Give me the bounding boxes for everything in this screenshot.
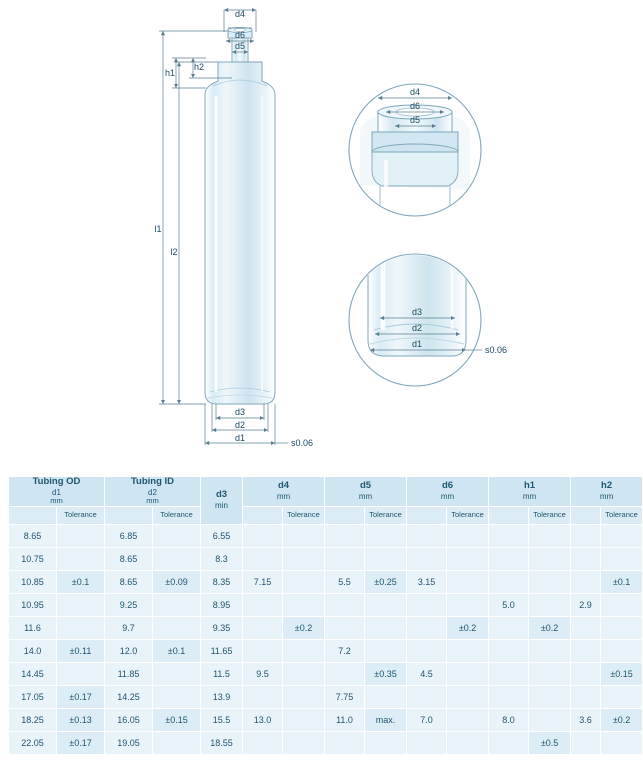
cell-d4	[243, 685, 283, 708]
label-d4-detail: d4	[409, 87, 421, 97]
cell-d1: 22.05	[9, 731, 57, 754]
cell-d1_tol: ±0.17	[57, 685, 105, 708]
cell-d6_tol: ±0.2	[447, 616, 489, 639]
header-d6-tolerance: Tolerance	[447, 506, 489, 524]
cell-d2_tol: ±0.1	[153, 639, 201, 662]
cell-d5_tol	[365, 616, 407, 639]
cell-h2	[571, 570, 601, 593]
label-d2-main: d2	[234, 420, 246, 430]
cell-d5_tol	[365, 547, 407, 570]
label-d4-main: d4	[234, 9, 246, 19]
cell-h1_tol	[529, 570, 571, 593]
cell-h2: 2.9	[571, 593, 601, 616]
cell-d2_tol	[153, 524, 201, 547]
table-row	[9, 570, 643, 593]
header-d6-value	[407, 506, 447, 524]
cell-h1	[489, 524, 529, 547]
cell-h2	[571, 616, 601, 639]
table-row	[9, 662, 643, 685]
cell-d2: 8.65	[105, 547, 153, 570]
label-s006-detail: s0.06	[485, 345, 508, 355]
cell-d5: 7.75	[325, 685, 365, 708]
cell-h1	[489, 547, 529, 570]
cell-d4	[243, 547, 283, 570]
header-tubing-od-symbol: d1	[52, 487, 61, 497]
cell-d4_tol	[283, 708, 325, 731]
table-body	[9, 524, 643, 754]
label-d5-main: d5	[234, 41, 246, 51]
cell-h2_tol	[601, 524, 643, 547]
cell-d5_tol	[365, 524, 407, 547]
cell-d2_tol	[153, 731, 201, 754]
cell-h1: 8.0	[489, 708, 529, 731]
cell-d6	[407, 593, 447, 616]
specification-table	[8, 476, 638, 755]
header-tubing-od-unit: mm	[50, 496, 63, 506]
cell-h1	[489, 616, 529, 639]
label-d2-detail: d2	[411, 323, 423, 333]
table-row	[9, 524, 643, 547]
cell-d2_tol: ±0.15	[153, 708, 201, 731]
cell-h1_tol	[529, 524, 571, 547]
cell-d2: 8.65	[105, 570, 153, 593]
cell-d1_tol: ±0.13	[57, 708, 105, 731]
cell-d4: 13.0	[243, 708, 283, 731]
label-s006-main: s0.06	[291, 438, 314, 448]
header-d4	[243, 477, 325, 507]
cell-h2	[571, 639, 601, 662]
header-tubing-od	[9, 477, 105, 507]
header-d4-value	[243, 506, 283, 524]
cell-h1: 5.0	[489, 593, 529, 616]
header-d2-value	[105, 506, 153, 524]
cell-d3: 18.55	[201, 731, 243, 754]
header-h1-value	[489, 506, 529, 524]
vial-body-graphic	[205, 27, 275, 404]
header-tubing-id-name: Tubing ID	[130, 476, 175, 487]
label-d3-detail: d3	[411, 307, 423, 317]
cell-d1: 14.45	[9, 662, 57, 685]
header-h1	[489, 477, 571, 507]
cell-h1_tol	[529, 547, 571, 570]
cell-h2_tol: ±0.1	[601, 570, 643, 593]
header-d2-tolerance: Tolerance	[153, 506, 201, 524]
cell-d4_tol	[283, 731, 325, 754]
header-d6	[407, 477, 489, 507]
cell-h2	[571, 731, 601, 754]
cell-d3: 6.55	[201, 524, 243, 547]
label-h1-main: h1	[164, 68, 176, 78]
cell-h2_tol: ±0.15	[601, 662, 643, 685]
cell-d4_tol: ±0.2	[283, 616, 325, 639]
cell-h1	[489, 570, 529, 593]
cell-d6_tol	[447, 639, 489, 662]
cell-d2: 19.05	[105, 731, 153, 754]
table-row	[9, 639, 643, 662]
cell-d1_tol: ±0.1	[57, 570, 105, 593]
table-row	[9, 616, 643, 639]
cell-d2_tol	[153, 685, 201, 708]
cell-d4_tol	[283, 570, 325, 593]
cell-d6_tol	[447, 570, 489, 593]
cell-d6_tol	[447, 547, 489, 570]
cell-d3: 15.5	[201, 708, 243, 731]
header-h1-name: h1	[524, 480, 536, 492]
cell-d5_tol	[365, 731, 407, 754]
cell-d2_tol	[153, 662, 201, 685]
cell-h1_tol: ±0.5	[529, 731, 571, 754]
cell-d1_tol	[57, 662, 105, 685]
cell-d1: 11.6	[9, 616, 57, 639]
cell-d4_tol	[283, 685, 325, 708]
cell-h1	[489, 662, 529, 685]
cell-d1: 10.95	[9, 593, 57, 616]
cell-h2	[571, 547, 601, 570]
cell-h2_tol	[601, 547, 643, 570]
cell-d5	[325, 616, 365, 639]
cell-d4	[243, 639, 283, 662]
header-d3-name: d3	[215, 489, 228, 501]
cell-d2_tol	[153, 593, 201, 616]
cell-d2: 11.85	[105, 662, 153, 685]
header-d3-symbol: min	[215, 501, 228, 511]
cell-d5_tol	[365, 593, 407, 616]
header-d4-name: d4	[277, 480, 290, 492]
table-row	[9, 708, 643, 731]
cell-d4	[243, 593, 283, 616]
cell-h2_tol	[601, 616, 643, 639]
cell-d6_tol	[447, 524, 489, 547]
table-row	[9, 685, 643, 708]
header-h1-unit: mm	[522, 492, 537, 502]
header-d5-name: d5	[359, 480, 372, 492]
cell-h1	[489, 685, 529, 708]
cell-d5	[325, 731, 365, 754]
cell-d4_tol	[283, 547, 325, 570]
cell-h2_tol	[601, 731, 643, 754]
cell-d6	[407, 616, 447, 639]
cell-h1_tol	[529, 662, 571, 685]
cell-h2_tol	[601, 685, 643, 708]
table-row	[9, 593, 643, 616]
cell-d2: 9.7	[105, 616, 153, 639]
cell-d6	[407, 685, 447, 708]
cell-d6: 4.5	[407, 662, 447, 685]
cell-d4	[243, 616, 283, 639]
cell-d4: 7.15	[243, 570, 283, 593]
cell-h1_tol	[529, 593, 571, 616]
header-h2-unit: mm	[599, 492, 614, 502]
cell-d5	[325, 524, 365, 547]
header-tubing-id-unit: mm	[146, 496, 159, 506]
cell-d5_tol: max.	[365, 708, 407, 731]
cell-d5	[325, 662, 365, 685]
label-d1-detail: d1	[411, 339, 423, 349]
cell-d2: 6.85	[105, 524, 153, 547]
cell-d1: 10.85	[9, 570, 57, 593]
cell-d4_tol	[283, 662, 325, 685]
cell-d4_tol	[283, 639, 325, 662]
cell-d3: 11.5	[201, 662, 243, 685]
cell-d5_tol	[365, 639, 407, 662]
cell-d2_tol	[153, 547, 201, 570]
cell-d6	[407, 524, 447, 547]
cell-d6_tol	[447, 731, 489, 754]
cell-d4	[243, 524, 283, 547]
cell-h2	[571, 685, 601, 708]
cell-h1_tol	[529, 639, 571, 662]
cell-d1_tol	[57, 593, 105, 616]
header-h2-tolerance: Tolerance	[601, 506, 643, 524]
cell-d6	[407, 547, 447, 570]
label-d5-detail: d5	[409, 115, 421, 125]
cell-h2	[571, 524, 601, 547]
cell-h2_tol: ±0.2	[601, 708, 643, 731]
cell-d4	[243, 731, 283, 754]
cell-d5: 11.0	[325, 708, 365, 731]
header-d1-tolerance: Tolerance	[57, 506, 105, 524]
table-header-row-main	[9, 477, 643, 507]
cell-d5_tol: ±0.25	[365, 570, 407, 593]
cell-d3: 9.35	[201, 616, 243, 639]
cell-d1_tol	[57, 616, 105, 639]
cell-d5_tol: ±0.35	[365, 662, 407, 685]
cell-d1_tol	[57, 547, 105, 570]
cell-d1_tol: ±0.11	[57, 639, 105, 662]
header-d4-unit: mm	[276, 492, 291, 502]
table-row	[9, 547, 643, 570]
header-h2-value	[571, 506, 601, 524]
label-l1-main: l1	[154, 224, 162, 234]
cell-d1: 8.65	[9, 524, 57, 547]
cell-d1_tol: ±0.17	[57, 731, 105, 754]
cell-d5	[325, 593, 365, 616]
cell-h1	[489, 639, 529, 662]
cell-d5_tol	[365, 685, 407, 708]
cell-d6	[407, 731, 447, 754]
cell-d1: 18.25	[9, 708, 57, 731]
header-tubing-id-symbol: d2	[148, 487, 157, 497]
cell-d6: 7.0	[407, 708, 447, 731]
header-tubing-od-name: Tubing OD	[32, 476, 81, 487]
detail-top-circle	[349, 84, 481, 230]
cell-d1_tol	[57, 524, 105, 547]
cell-d1: 10.75	[9, 547, 57, 570]
cell-h1_tol	[529, 708, 571, 731]
cell-d6_tol	[447, 593, 489, 616]
label-d6-detail: d6	[409, 101, 421, 111]
header-tubing-id	[105, 477, 201, 507]
cell-d2_tol	[153, 616, 201, 639]
header-d1-value	[9, 506, 57, 524]
label-h2-main: h2	[193, 62, 205, 72]
cell-d1: 17.05	[9, 685, 57, 708]
header-d6-name: d6	[441, 480, 454, 492]
cell-h1_tol: ±0.2	[529, 616, 571, 639]
header-h1-tolerance: Tolerance	[529, 506, 571, 524]
cell-h2_tol	[601, 593, 643, 616]
table-row	[9, 731, 643, 754]
cell-d3: 8.3	[201, 547, 243, 570]
cell-d2_tol: ±0.09	[153, 570, 201, 593]
cell-h2: 3.6	[571, 708, 601, 731]
label-l2-main: l2	[170, 247, 178, 257]
cell-d4: 9.5	[243, 662, 283, 685]
cell-d6: 3.15	[407, 570, 447, 593]
cell-d2: 14.25	[105, 685, 153, 708]
header-d6-unit: mm	[440, 492, 455, 502]
label-d3-main: d3	[234, 407, 246, 417]
detail-bottom-circle	[349, 248, 507, 386]
cell-d4_tol	[283, 593, 325, 616]
cell-d2: 12.0	[105, 639, 153, 662]
cell-d3: 11.65	[201, 639, 243, 662]
cell-d3: 13.9	[201, 685, 243, 708]
table-header-row-tolerance	[9, 506, 643, 524]
cell-d5: 7.2	[325, 639, 365, 662]
cell-d6_tol	[447, 685, 489, 708]
header-d3	[201, 477, 243, 525]
header-d5-value	[325, 506, 365, 524]
header-d5-tolerance: Tolerance	[365, 506, 407, 524]
cell-d3: 8.35	[201, 570, 243, 593]
cell-d6_tol	[447, 662, 489, 685]
cell-d2: 16.05	[105, 708, 153, 731]
cell-d2: 9.25	[105, 593, 153, 616]
header-h2	[571, 477, 643, 507]
header-h2-name: h2	[601, 480, 613, 492]
header-d5-unit: mm	[358, 492, 373, 502]
label-d6-main: d6	[234, 30, 246, 40]
cell-d5	[325, 547, 365, 570]
cell-h2	[571, 662, 601, 685]
cell-h1_tol	[529, 685, 571, 708]
cell-h2_tol	[601, 639, 643, 662]
cell-d3: 8.95	[201, 593, 243, 616]
header-d4-tolerance: Tolerance	[283, 506, 325, 524]
header-d5	[325, 477, 407, 507]
label-d1-main: d1	[234, 433, 246, 443]
cell-d1: 14.0	[9, 639, 57, 662]
cell-d4_tol	[283, 524, 325, 547]
cell-d6_tol	[447, 708, 489, 731]
cell-d6	[407, 639, 447, 662]
cell-h1	[489, 731, 529, 754]
cell-d5: 5.5	[325, 570, 365, 593]
